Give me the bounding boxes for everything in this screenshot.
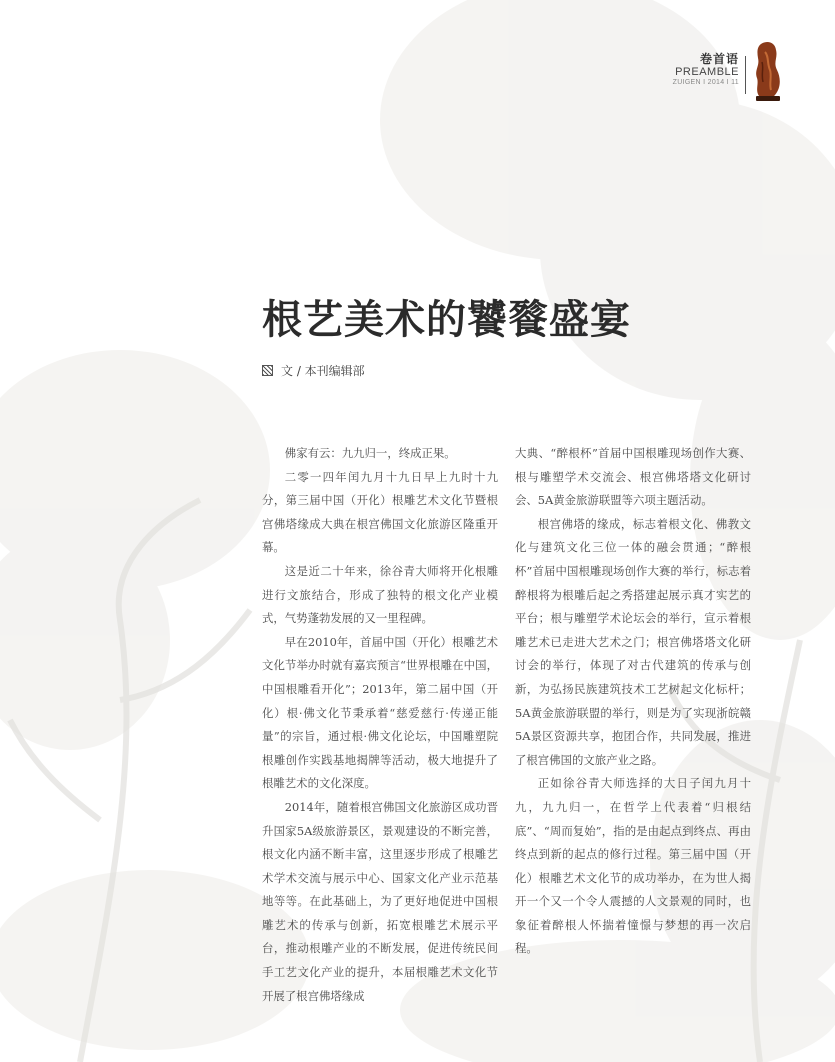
issue-code: ZUIGEN I 2014 I 11 bbox=[672, 79, 739, 86]
section-header bbox=[673, 52, 739, 87]
paragraph: 正如徐谷青大师选择的大日子闰九月十九，九九归一，在哲学上代表着“归根结底”、“周而复始”，指的是由起点到终点、再由终点到新的起点的修行过程。第三届中国（开化）根雕艺术文化节的成功举办，在为世人揭开一个又一个令人震撼的人文景观的同时，也象征着醉根人怀揣着憧憬与梦想的再一次启程。 bbox=[515, 776, 751, 956]
section-title-cn: 卷首语 bbox=[699, 52, 739, 66]
paragraph: 2014年，随着根宫佛国文化旅游区成功晋升国家5A级旅游景区，景观建设的不断完善，根文化内涵不断丰富，这里逐步形成了根雕艺术学术交流与展示中心、国家文化产业示范基地等等。在此基础上，为了更好地促进中国根雕艺术的传承与创新，拓宽根雕艺术展示平台，推动根雕产业的不断发展，促进传统民间手工艺文化产业的提升，本届根雕艺术文化节开展了根宫佛塔缘成 bbox=[262, 799, 498, 1003]
paragraph: 这是近二十年来，徐谷青大师将开化根雕进行文旅结合，形成了独特的根文化产业模式，气势蓬勃发展的又一里程碑。 bbox=[262, 563, 498, 626]
section-title-en: PREAMBLE bbox=[675, 66, 739, 78]
root-sculpture-logo bbox=[751, 40, 785, 102]
body-column-left bbox=[262, 442, 498, 1008]
article-title: 根艺美术的饕餮盛宴 bbox=[262, 296, 631, 343]
paragraph: 早在2010年，首届中国（开化）根雕艺术文化节举办时就有嘉宾预言“世界根雕在中国，中国根雕看开化”；2013年，第二届中国（开化）根·佛文化节秉承着“慈爱慈行·传递正能量”的宗旨，通过根·佛文化论坛，中国雕塑院根雕创作实践基地揭牌等活动，极大地提升了根雕艺术的文化深度。 bbox=[262, 634, 498, 791]
body-column-right bbox=[515, 442, 751, 961]
paragraph: 佛家有云：九九归一，终成正果。 bbox=[284, 446, 456, 460]
paragraph: 大典、“醉根杯”首届中国根雕现场创作大赛、根与雕塑学术交流会、根宫佛塔塔文化研讨会、5A黄金旅游联盟等六项主题活动。 bbox=[515, 446, 751, 508]
paragraph: 根宫佛塔的缘成，标志着根文化、佛教文化与建筑文化三位一体的融会贯通；“醉根杯”首届中国根雕现场创作大赛的举行，标志着醉根将为根雕后起之秀搭建起展示真才实艺的平台；根与雕塑学术论坛会的举行，宣示着根雕艺术已走进大艺术之门；根宫佛塔塔文化研讨会的举行，体现了对古代建筑的传承与创新，为弘扬民族建筑技术工艺树起文化标杆；5A黄金旅游联盟的举行，则是为了实现浙皖赣5A景区资源共享，抱团合作，共同发展，推进了根宫佛国的文旅产业之路。 bbox=[515, 516, 751, 767]
header-divider bbox=[745, 56, 746, 94]
byline-square-icon bbox=[262, 365, 273, 376]
byline-text: 文 / 本刊编辑部 bbox=[281, 364, 365, 378]
byline bbox=[262, 362, 365, 379]
paragraph: 二零一四年闰九月十九日早上九时十九分，第三届中国（开化）根雕艺术文化节暨根宫佛塔缘成大典在根宫佛国文化旅游区隆重开幕。 bbox=[262, 469, 498, 555]
